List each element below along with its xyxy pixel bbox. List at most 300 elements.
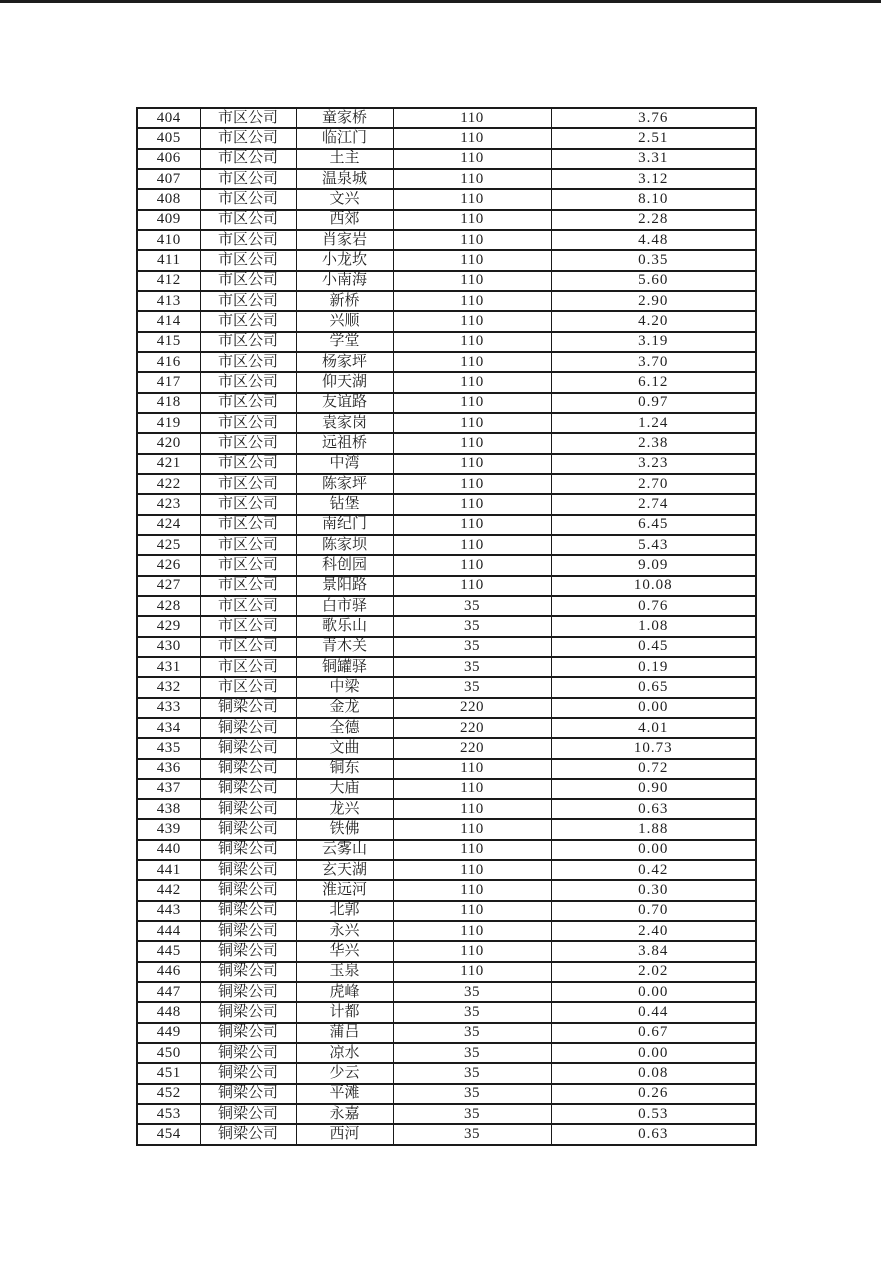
cell-voltage-level: 110 [393,291,551,311]
cell-company-name: 市区公司 [200,596,296,616]
cell-value: 0.30 [551,880,756,900]
cell-station-name: 华兴 [296,941,393,961]
cell-row-number: 446 [137,962,200,982]
cell-value: 4.01 [551,718,756,738]
cell-voltage-level: 35 [393,1084,551,1104]
table-row [137,169,756,189]
cell-station-name: 科创园 [296,555,393,575]
table-row [137,799,756,819]
cell-row-number: 448 [137,1002,200,1022]
cell-station-name: 铜罐驿 [296,657,393,677]
cell-station-name: 北郭 [296,901,393,921]
cell-value: 0.08 [551,1063,756,1083]
cell-value: 2.40 [551,921,756,941]
cell-value: 0.19 [551,657,756,677]
cell-row-number: 418 [137,393,200,413]
cell-station-name: 钻堡 [296,494,393,514]
table-row [137,535,756,555]
cell-row-number: 428 [137,596,200,616]
cell-company-name: 铜梁公司 [200,982,296,1002]
cell-station-name: 计都 [296,1002,393,1022]
cell-voltage-level: 110 [393,962,551,982]
cell-company-name: 市区公司 [200,576,296,596]
table-row [137,230,756,250]
cell-company-name: 铜梁公司 [200,941,296,961]
cell-station-name: 杨家坪 [296,352,393,372]
cell-station-name: 青木关 [296,637,393,657]
cell-company-name: 市区公司 [200,271,296,291]
cell-company-name: 铜梁公司 [200,1124,296,1145]
cell-row-number: 426 [137,555,200,575]
cell-value: 4.20 [551,311,756,331]
cell-value: 1.88 [551,819,756,839]
cell-value: 0.90 [551,779,756,799]
cell-value: 0.26 [551,1084,756,1104]
cell-voltage-level: 110 [393,271,551,291]
cell-company-name: 市区公司 [200,616,296,636]
cell-voltage-level: 220 [393,698,551,718]
table-row [137,677,756,697]
table-row [137,962,756,982]
cell-value: 10.08 [551,576,756,596]
cell-value: 0.35 [551,250,756,270]
cell-row-number: 410 [137,230,200,250]
table-row [137,1084,756,1104]
table-row [137,108,756,128]
cell-row-number: 452 [137,1084,200,1104]
cell-station-name: 陈家坝 [296,535,393,555]
cell-company-name: 市区公司 [200,352,296,372]
table-row [137,901,756,921]
cell-company-name: 市区公司 [200,657,296,677]
cell-company-name: 铜梁公司 [200,759,296,779]
cell-value: 0.65 [551,677,756,697]
cell-row-number: 436 [137,759,200,779]
cell-voltage-level: 110 [393,555,551,575]
cell-value: 3.31 [551,149,756,169]
table-row [137,454,756,474]
cell-row-number: 441 [137,860,200,880]
cell-voltage-level: 110 [393,169,551,189]
cell-station-name: 大庙 [296,779,393,799]
cell-station-name: 玉泉 [296,962,393,982]
table-row [137,149,756,169]
cell-row-number: 419 [137,413,200,433]
cell-row-number: 405 [137,128,200,148]
cell-value: 0.63 [551,799,756,819]
cell-company-name: 铜梁公司 [200,799,296,819]
cell-row-number: 449 [137,1023,200,1043]
cell-station-name: 永兴 [296,921,393,941]
cell-station-name: 友谊路 [296,393,393,413]
cell-company-name: 市区公司 [200,474,296,494]
cell-voltage-level: 110 [393,759,551,779]
cell-row-number: 454 [137,1124,200,1145]
cell-value: 0.70 [551,901,756,921]
cell-company-name: 铜梁公司 [200,840,296,860]
cell-voltage-level: 110 [393,840,551,860]
cell-station-name: 中湾 [296,454,393,474]
cell-station-name: 南纪门 [296,515,393,535]
cell-value: 3.23 [551,454,756,474]
cell-company-name: 市区公司 [200,311,296,331]
table-row [137,433,756,453]
cell-voltage-level: 110 [393,311,551,331]
cell-company-name: 铜梁公司 [200,962,296,982]
cell-voltage-level: 110 [393,535,551,555]
table-row [137,1043,756,1063]
cell-row-number: 431 [137,657,200,677]
cell-row-number: 408 [137,189,200,209]
table-row [137,413,756,433]
cell-row-number: 429 [137,616,200,636]
cell-company-name: 市区公司 [200,535,296,555]
cell-station-name: 铁佛 [296,819,393,839]
cell-company-name: 市区公司 [200,291,296,311]
cell-value: 0.76 [551,596,756,616]
cell-station-name: 兴顺 [296,311,393,331]
table-row [137,840,756,860]
cell-voltage-level: 110 [393,779,551,799]
cell-row-number: 453 [137,1104,200,1124]
cell-voltage-level: 110 [393,860,551,880]
cell-station-name: 永嘉 [296,1104,393,1124]
cell-value: 6.12 [551,372,756,392]
cell-value: 0.44 [551,1002,756,1022]
cell-company-name: 市区公司 [200,555,296,575]
cell-voltage-level: 110 [393,819,551,839]
table-row [137,698,756,718]
cell-row-number: 411 [137,250,200,270]
cell-voltage-level: 110 [393,352,551,372]
cell-voltage-level: 35 [393,1002,551,1022]
cell-row-number: 443 [137,901,200,921]
cell-row-number: 430 [137,637,200,657]
cell-voltage-level: 110 [393,799,551,819]
cell-row-number: 444 [137,921,200,941]
cell-station-name: 西河 [296,1124,393,1145]
cell-station-name: 西郊 [296,210,393,230]
cell-company-name: 市区公司 [200,210,296,230]
cell-voltage-level: 110 [393,332,551,352]
cell-value: 0.63 [551,1124,756,1145]
cell-station-name: 歌乐山 [296,616,393,636]
cell-station-name: 平滩 [296,1084,393,1104]
cell-station-name: 文曲 [296,738,393,758]
cell-company-name: 市区公司 [200,250,296,270]
cell-station-name: 远祖桥 [296,433,393,453]
cell-value: 3.70 [551,352,756,372]
cell-voltage-level: 35 [393,1043,551,1063]
table-row [137,1023,756,1043]
cell-voltage-level: 110 [393,413,551,433]
cell-company-name: 铜梁公司 [200,738,296,758]
cell-row-number: 450 [137,1043,200,1063]
cell-voltage-level: 35 [393,1063,551,1083]
table-row [137,372,756,392]
cell-row-number: 406 [137,149,200,169]
cell-voltage-level: 220 [393,718,551,738]
table-row [137,332,756,352]
cell-station-name: 蒲吕 [296,1023,393,1043]
table-row [137,250,756,270]
cell-value: 2.38 [551,433,756,453]
cell-station-name: 景阳路 [296,576,393,596]
table-row [137,1002,756,1022]
cell-value: 3.12 [551,169,756,189]
cell-company-name: 铜梁公司 [200,1023,296,1043]
cell-value: 0.00 [551,840,756,860]
cell-value: 5.43 [551,535,756,555]
cell-row-number: 409 [137,210,200,230]
cell-company-name: 市区公司 [200,677,296,697]
cell-company-name: 市区公司 [200,332,296,352]
table-row [137,291,756,311]
cell-value: 8.10 [551,189,756,209]
cell-station-name: 白市驿 [296,596,393,616]
cell-value: 2.90 [551,291,756,311]
cell-station-name: 中梁 [296,677,393,697]
cell-row-number: 427 [137,576,200,596]
cell-station-name: 铜东 [296,759,393,779]
cell-station-name: 临江门 [296,128,393,148]
cell-row-number: 417 [137,372,200,392]
cell-company-name: 市区公司 [200,515,296,535]
cell-voltage-level: 110 [393,454,551,474]
cell-company-name: 市区公司 [200,169,296,189]
table-row [137,189,756,209]
cell-row-number: 414 [137,311,200,331]
cell-row-number: 442 [137,880,200,900]
cell-row-number: 424 [137,515,200,535]
cell-row-number: 445 [137,941,200,961]
page-top-edge-line [0,0,881,3]
cell-company-name: 铜梁公司 [200,901,296,921]
table-row [137,982,756,1002]
cell-company-name: 市区公司 [200,189,296,209]
cell-voltage-level: 110 [393,494,551,514]
cell-voltage-level: 110 [393,189,551,209]
table-row [137,657,756,677]
cell-value: 0.53 [551,1104,756,1124]
cell-voltage-level: 35 [393,1023,551,1043]
cell-row-number: 413 [137,291,200,311]
cell-company-name: 市区公司 [200,413,296,433]
cell-station-name: 少云 [296,1063,393,1083]
cell-station-name: 仰天湖 [296,372,393,392]
cell-row-number: 422 [137,474,200,494]
cell-value: 0.00 [551,982,756,1002]
cell-voltage-level: 110 [393,515,551,535]
cell-voltage-level: 110 [393,901,551,921]
cell-row-number: 435 [137,738,200,758]
cell-row-number: 420 [137,433,200,453]
cell-value: 9.09 [551,555,756,575]
table-row [137,880,756,900]
table-row [137,759,756,779]
table-row [137,779,756,799]
cell-value: 2.28 [551,210,756,230]
table-row [137,738,756,758]
cell-station-name: 龙兴 [296,799,393,819]
cell-station-name: 小南海 [296,271,393,291]
cell-station-name: 全德 [296,718,393,738]
cell-value: 0.97 [551,393,756,413]
cell-row-number: 437 [137,779,200,799]
cell-station-name: 虎峰 [296,982,393,1002]
cell-value: 3.19 [551,332,756,352]
cell-company-name: 市区公司 [200,433,296,453]
table-row [137,819,756,839]
cell-row-number: 451 [137,1063,200,1083]
cell-value: 6.45 [551,515,756,535]
cell-row-number: 425 [137,535,200,555]
table-row [137,555,756,575]
cell-voltage-level: 35 [393,982,551,1002]
cell-voltage-level: 110 [393,576,551,596]
cell-voltage-level: 110 [393,474,551,494]
cell-row-number: 412 [137,271,200,291]
cell-company-name: 市区公司 [200,128,296,148]
cell-company-name: 铜梁公司 [200,819,296,839]
cell-company-name: 铜梁公司 [200,1002,296,1022]
cell-company-name: 铜梁公司 [200,860,296,880]
cell-company-name: 铜梁公司 [200,698,296,718]
cell-voltage-level: 110 [393,433,551,453]
cell-value: 0.42 [551,860,756,880]
cell-value: 5.60 [551,271,756,291]
cell-station-name: 淮远河 [296,880,393,900]
cell-company-name: 市区公司 [200,454,296,474]
cell-row-number: 440 [137,840,200,860]
table-body [137,108,756,1145]
cell-station-name: 土主 [296,149,393,169]
cell-station-name: 小龙坎 [296,250,393,270]
cell-value: 2.74 [551,494,756,514]
cell-value: 3.76 [551,108,756,128]
cell-voltage-level: 110 [393,230,551,250]
cell-company-name: 铜梁公司 [200,779,296,799]
cell-company-name: 市区公司 [200,494,296,514]
table-row [137,393,756,413]
cell-company-name: 铜梁公司 [200,880,296,900]
cell-row-number: 433 [137,698,200,718]
cell-station-name: 肖家岩 [296,230,393,250]
table-row [137,941,756,961]
cell-row-number: 404 [137,108,200,128]
cell-value: 2.51 [551,128,756,148]
cell-value: 1.24 [551,413,756,433]
cell-company-name: 市区公司 [200,230,296,250]
table-row [137,718,756,738]
cell-company-name: 铜梁公司 [200,1063,296,1083]
table-row [137,128,756,148]
cell-value: 0.67 [551,1023,756,1043]
cell-row-number: 439 [137,819,200,839]
table-row [137,921,756,941]
cell-value: 4.48 [551,230,756,250]
cell-company-name: 市区公司 [200,372,296,392]
cell-company-name: 铜梁公司 [200,1104,296,1124]
cell-voltage-level: 35 [393,657,551,677]
cell-station-name: 童家桥 [296,108,393,128]
table-row [137,311,756,331]
cell-voltage-level: 220 [393,738,551,758]
cell-station-name: 学堂 [296,332,393,352]
table-row [137,1063,756,1083]
table-row [137,637,756,657]
cell-voltage-level: 35 [393,677,551,697]
cell-value: 2.02 [551,962,756,982]
cell-station-name: 新桥 [296,291,393,311]
cell-voltage-level: 110 [393,128,551,148]
cell-voltage-level: 110 [393,149,551,169]
cell-row-number: 423 [137,494,200,514]
cell-station-name: 凉水 [296,1043,393,1063]
cell-company-name: 铜梁公司 [200,1084,296,1104]
cell-voltage-level: 35 [393,616,551,636]
cell-station-name: 金龙 [296,698,393,718]
cell-voltage-level: 110 [393,372,551,392]
cell-row-number: 416 [137,352,200,372]
table-row [137,616,756,636]
cell-row-number: 415 [137,332,200,352]
cell-value: 3.84 [551,941,756,961]
table-row [137,860,756,880]
cell-voltage-level: 110 [393,210,551,230]
cell-company-name: 铜梁公司 [200,718,296,738]
cell-station-name: 温泉城 [296,169,393,189]
cell-company-name: 市区公司 [200,393,296,413]
cell-voltage-level: 35 [393,596,551,616]
cell-row-number: 432 [137,677,200,697]
substation-data-table [136,107,757,1146]
cell-row-number: 407 [137,169,200,189]
cell-voltage-level: 35 [393,637,551,657]
table-row [137,352,756,372]
cell-station-name: 陈家坪 [296,474,393,494]
cell-row-number: 434 [137,718,200,738]
cell-company-name: 铜梁公司 [200,921,296,941]
cell-value: 10.73 [551,738,756,758]
cell-value: 0.00 [551,698,756,718]
table-row [137,474,756,494]
cell-value: 0.45 [551,637,756,657]
table-row [137,210,756,230]
cell-row-number: 447 [137,982,200,1002]
cell-station-name: 玄天湖 [296,860,393,880]
cell-voltage-level: 110 [393,250,551,270]
cell-row-number: 438 [137,799,200,819]
cell-company-name: 市区公司 [200,108,296,128]
table-row [137,1124,756,1145]
cell-value: 0.72 [551,759,756,779]
table-row [137,576,756,596]
cell-voltage-level: 110 [393,108,551,128]
cell-row-number: 421 [137,454,200,474]
table-row [137,1104,756,1124]
table-row [137,271,756,291]
cell-station-name: 文兴 [296,189,393,209]
cell-value: 0.00 [551,1043,756,1063]
cell-voltage-level: 110 [393,880,551,900]
cell-company-name: 市区公司 [200,637,296,657]
cell-voltage-level: 35 [393,1104,551,1124]
table-row [137,494,756,514]
cell-voltage-level: 110 [393,393,551,413]
cell-company-name: 市区公司 [200,149,296,169]
cell-voltage-level: 35 [393,1124,551,1145]
